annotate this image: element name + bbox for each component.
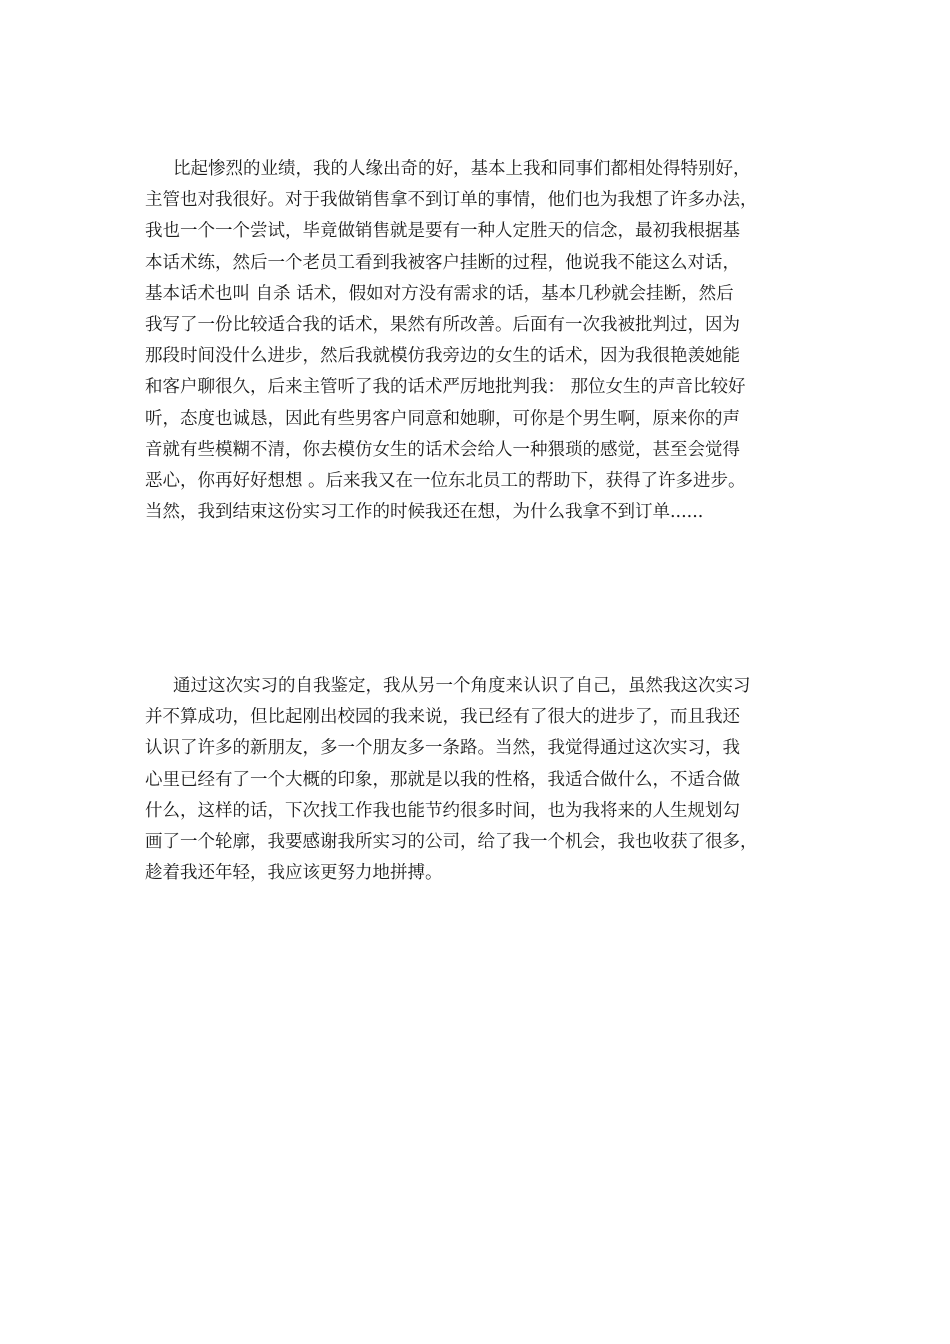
paragraph-line: 比起惨烈的业绩，我的人缘出奇的好，基本上我和同事们都相处得特别好， [173,159,751,179]
paragraph-line: 画了一个轮廓，我要感谢我所实习的公司，给了我一个机会，我也收获了很多， [145,831,758,852]
paragraph-line: 那段时间没什么进步，然后我就模仿我旁边的女生的话术，因为我很艳羡她能 [145,346,740,367]
paragraph-line: 听，态度也诚恳，因此有些男客户同意和她聊，可你是个男生啊，原来你的声 [145,408,740,429]
paragraph-1 [145,154,810,528]
paragraph-line: 认识了许多的新朋友，多一个朋友多一条路。当然，我觉得通过这次实习，我 [145,738,740,759]
paragraph-line: 当然，我到结束这份实习工作的时候我还在想，为什么我拿不到订单...... [145,502,704,523]
paragraph-line: 恶心，你再好好想想 。后来我又在一位东北员工的帮助下，获得了许多进步。 [145,470,746,491]
paragraph-line: 我也一个一个尝试，毕竟做销售就是要有一种人定胜天的信念，最初我根据基 [145,221,740,242]
paragraph-line: 音就有些模糊不清，你去模仿女生的话术会给人一种猥琐的感觉，甚至会觉得 [145,439,740,460]
paragraph-line: 趁着我还年轻，我应该更努力地拼搏。 [145,863,443,884]
paragraph-line: 和客户聊很久，后来主管听了我的话术严厉地批判我： 那位女生的声音比较好 [145,377,746,398]
paragraph-line: 本话术练，然后一个老员工看到我被客户挂断的过程，他说我不能这么对话， [145,252,740,273]
paragraph-line: 通过这次实习的自我鉴定，我从另一个角度来认识了自己，虽然我这次实习 [173,676,751,696]
paragraph-line: 基本话术也叫 自杀 话术，假如对方没有需求的话，基本几秒就会挂断，然后 [145,283,734,304]
paragraph-2 [145,671,810,889]
paragraph-line: 我写了一份比较适合我的话术，果然有所改善。后面有一次我被批判过，因为 [145,314,740,335]
paragraph-line: 什么，这样的话，下次找工作我也能节约很多时间，也为我将来的人生规划勾 [145,800,740,821]
paragraph-line: 主管也对我很好。对于我做销售拿不到订单的事情，他们也为我想了许多办法， [145,190,758,211]
paragraph-line: 并不算成功，但比起刚出校园的我来说，我已经有了很大的进步了，而且我还 [145,707,740,728]
paragraph-line: 心里已经有了一个大概的印象，那就是以我的性格，我适合做什么，不适合做 [145,769,740,790]
